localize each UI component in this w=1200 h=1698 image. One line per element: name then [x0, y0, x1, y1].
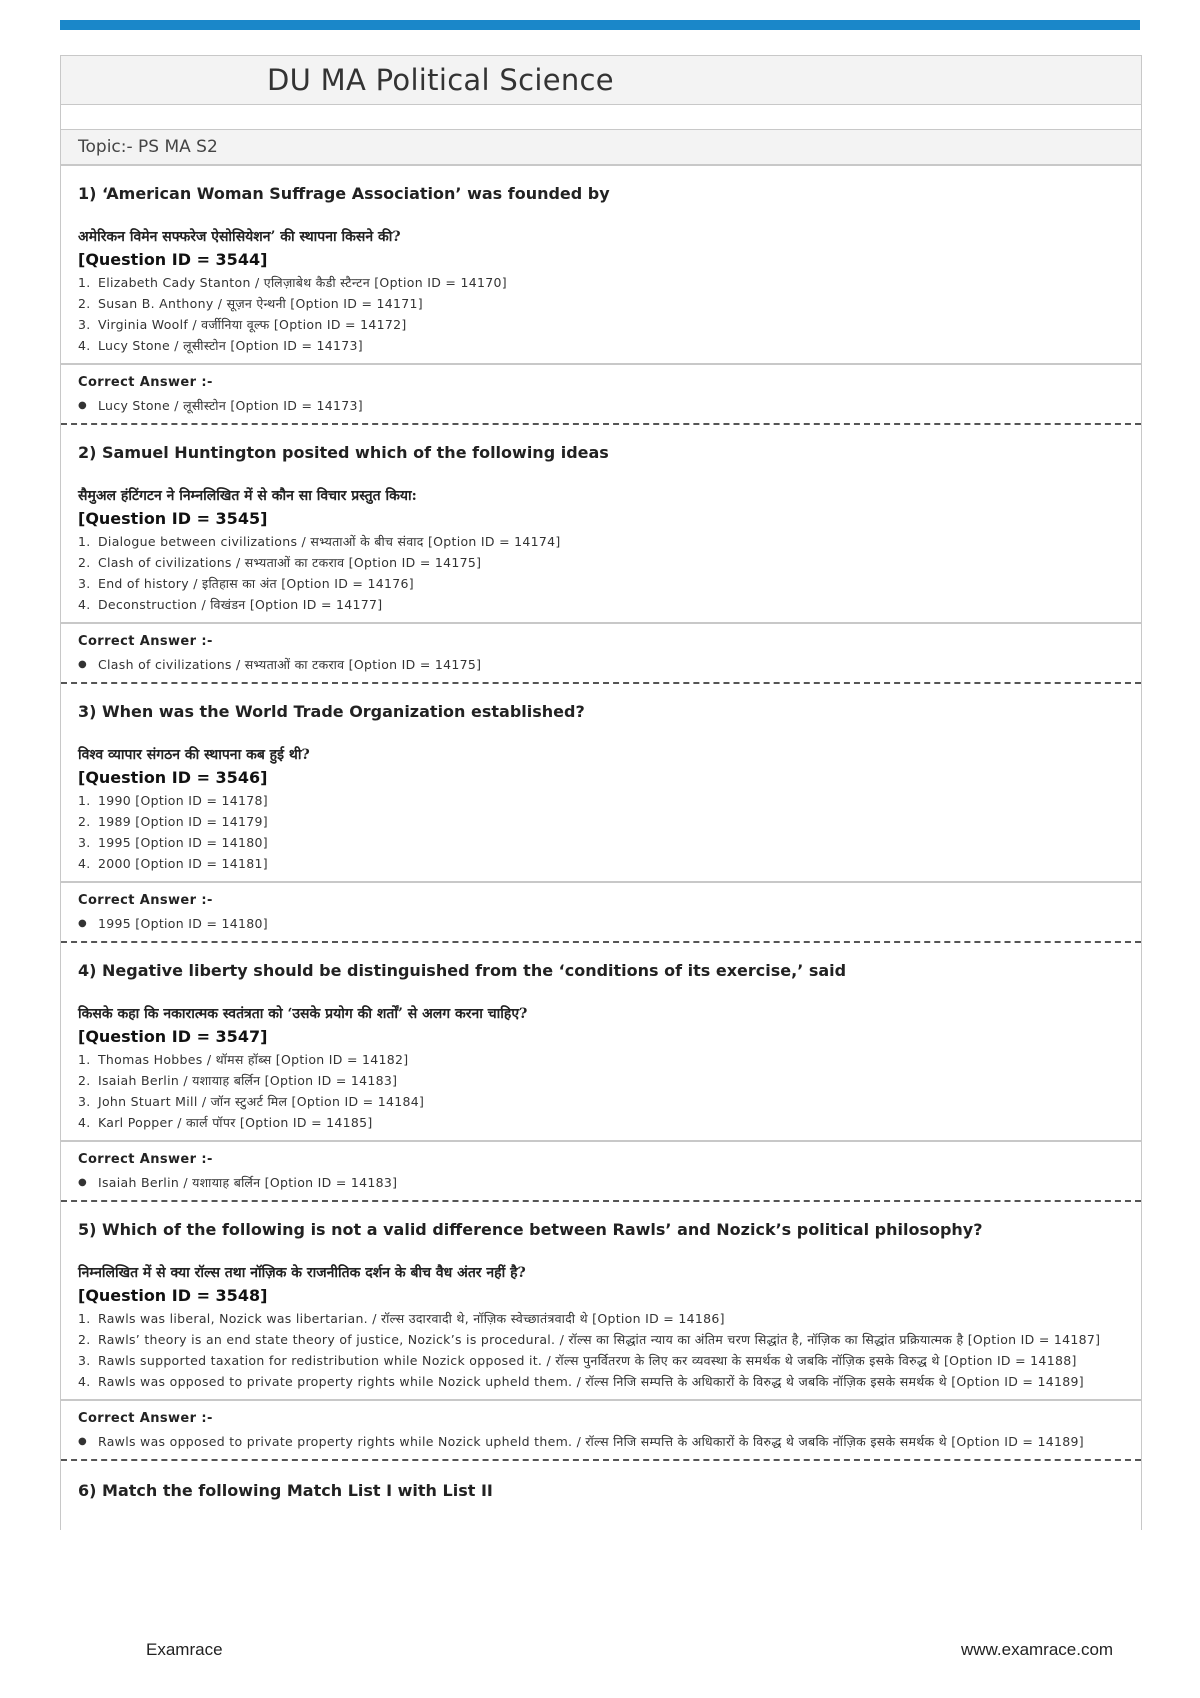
option-number: 1.: [78, 1311, 91, 1326]
question-heading: 5) Which of the following is not a valid difference between Rawls’ and Nozick’s political philosophy?: [78, 1220, 983, 1239]
answer-block: [61, 883, 1141, 943]
option-text: Isaiah Berlin / यशायाह बर्लिन [Option ID = 14183]: [98, 1073, 398, 1088]
option-item: [78, 532, 1124, 551]
option-text: Rawls was liberal, Nozick was libertarian. / रॉल्स उदारवादी थे, नॉज़िक स्वेच्छातंत्रवादी थे [Option ID = 14186]: [98, 1311, 725, 1326]
title-box: [61, 55, 1141, 105]
option-text: 1989 [Option ID = 14179]: [98, 814, 268, 829]
question-id: [Question ID = 3546]: [78, 768, 268, 787]
question-block: [61, 1202, 1141, 1401]
option-text: Clash of civilizations / सभ्यताओं का टकराव [Option ID = 14175]: [98, 555, 482, 570]
correct-answer-label: Correct Answer :-: [78, 375, 213, 390]
option-number: 1.: [78, 1052, 91, 1067]
topic-label: Topic:- PS MA S2: [61, 130, 1141, 166]
option-number: 4.: [78, 597, 91, 612]
option-item: [78, 273, 1124, 292]
option-text: Virginia Woolf / वर्जीनिया वूल्फ [Option ID = 14172]: [98, 317, 407, 332]
question-hindi-text: निम्नलिखित में से क्या रॉल्स तथा नॉज़िक के राजनीतिक दर्शन के बीच वैध अंतर नहीं है?: [78, 1265, 526, 1281]
option-number: 4.: [78, 1374, 91, 1389]
question-hindi-text: विश्व व्यापार संगठन की स्थापना कब हुई थी?: [78, 747, 310, 763]
question-block: [61, 166, 1141, 365]
option-item: [78, 294, 1124, 313]
option-number: 4.: [78, 1115, 91, 1130]
bullet-icon: ●: [78, 400, 88, 411]
option-text: 2000 [Option ID = 14181]: [98, 856, 268, 871]
option-item: [78, 791, 1124, 810]
correct-answer: [78, 1432, 1124, 1451]
options-list: [78, 273, 1124, 355]
option-item: [78, 553, 1124, 572]
option-number: 1.: [78, 793, 91, 808]
question-heading: 6) Match the following Match List I with List II: [78, 1481, 493, 1500]
option-text: Elizabeth Cady Stanton / एलिज़ाबेथ कैडी स्टैन्टन [Option ID = 14170]: [98, 275, 507, 290]
question-list: [61, 166, 1141, 1461]
question-block: [61, 684, 1141, 883]
correct-answer: [78, 655, 1124, 674]
option-item: [78, 1372, 1124, 1391]
options-list: [78, 791, 1124, 873]
question-block: [61, 943, 1141, 1142]
option-number: 2.: [78, 296, 91, 311]
correct-answer-text: Lucy Stone / लूसीस्टोन [Option ID = 14173]: [98, 398, 363, 413]
question-heading: 1) ‘American Woman Suffrage Association’ was founded by: [78, 184, 610, 203]
correct-answer: [78, 914, 1124, 933]
option-number: 2.: [78, 1332, 91, 1347]
question-hindi-text: अमेरिकन विमेन सफ्फरेज ऐसोसियेशन’ की स्थापना किसने की?: [78, 229, 401, 245]
option-text: 1995 [Option ID = 14180]: [98, 835, 268, 850]
option-number: 3.: [78, 835, 91, 850]
option-number: 2.: [78, 555, 91, 570]
option-text: Karl Popper / कार्ल पॉपर [Option ID = 14185]: [98, 1115, 373, 1130]
option-number: 2.: [78, 814, 91, 829]
question-id: [Question ID = 3544]: [78, 250, 268, 269]
option-number: 1.: [78, 275, 91, 290]
bullet-icon: ●: [78, 918, 88, 929]
option-number: 3.: [78, 1353, 91, 1368]
question-id: [Question ID = 3548]: [78, 1286, 268, 1305]
option-number: 3.: [78, 1094, 91, 1109]
answer-block: [61, 624, 1141, 684]
option-item: [78, 854, 1124, 873]
question-id: [Question ID = 3547]: [78, 1027, 268, 1046]
option-number: 1.: [78, 534, 91, 549]
question-heading: 3) When was the World Trade Organization established?: [78, 702, 585, 721]
answer-block: [61, 1401, 1141, 1461]
option-item: [78, 1092, 1124, 1111]
option-item: [78, 574, 1124, 593]
option-text: Rawls was opposed to private property rights while Nozick upheld them. / रॉल्स निजि सम्पत्ति के अधिकारों के विरुद्ध थे जबकि नॉज़िक इसके समर्थक थे [Option ID = 14189]: [98, 1374, 1084, 1389]
option-item: [78, 812, 1124, 831]
bullet-icon: ●: [78, 1177, 88, 1188]
question-heading: 2) Samuel Huntington posited which of the following ideas: [78, 443, 609, 462]
option-text: Lucy Stone / लूसीस्टोन [Option ID = 14173]: [98, 338, 363, 353]
option-item: [78, 1071, 1124, 1090]
option-item: [78, 1309, 1124, 1328]
option-number: 4.: [78, 856, 91, 871]
option-item: [78, 1351, 1124, 1370]
options-list: [78, 532, 1124, 614]
option-text: Rawls’ theory is an end state theory of justice, Nozick’s is procedural. / रॉल्स का सिद्धांत न्याय का अंतिम चरण सिद्धांत है, नॉज़िक का सिद्धांत प्रक्रियात्मक है [Option ID = 14187]: [98, 1332, 1101, 1347]
option-text: Thomas Hobbes / थॉमस हॉब्स [Option ID = 14182]: [98, 1052, 409, 1067]
document-frame: [60, 55, 1142, 1530]
option-number: 4.: [78, 338, 91, 353]
option-text: Dialogue between civilizations / सभ्यताओं के बीच संवाद [Option ID = 14174]: [98, 534, 561, 549]
option-item: [78, 315, 1124, 334]
option-number: 2.: [78, 1073, 91, 1088]
option-text: Susan B. Anthony / सूज़न ऐन्थनी [Option ID = 14171]: [98, 296, 423, 311]
option-item: [78, 1113, 1124, 1132]
correct-answer-text: Isaiah Berlin / यशायाह बर्लिन [Option ID = 14183]: [98, 1175, 398, 1190]
page-title: DU MA Political Science: [267, 63, 614, 97]
correct-answer-label: Correct Answer :-: [78, 1411, 213, 1426]
option-item: [78, 595, 1124, 614]
footer-brand: Examrace: [146, 1640, 223, 1659]
options-list: [78, 1309, 1124, 1391]
footer-url[interactable]: www.examrace.com: [961, 1640, 1114, 1659]
option-item: [78, 1050, 1124, 1069]
options-list: [78, 1050, 1124, 1132]
blank-row: [61, 105, 1141, 130]
correct-answer: [78, 1173, 1124, 1192]
correct-answer-text: Clash of civilizations / सभ्यताओं का टकराव [Option ID = 14175]: [98, 657, 482, 672]
option-item: [78, 833, 1124, 852]
option-item: [78, 1330, 1124, 1349]
correct-answer-label: Correct Answer :-: [78, 1152, 213, 1167]
question-id: [Question ID = 3545]: [78, 509, 268, 528]
option-number: 3.: [78, 576, 91, 591]
option-text: 1990 [Option ID = 14178]: [98, 793, 268, 808]
answer-block: [61, 365, 1141, 425]
bullet-icon: ●: [78, 1436, 88, 1447]
answer-block: [61, 1142, 1141, 1202]
option-number: 3.: [78, 317, 91, 332]
option-text: Rawls supported taxation for redistribution while Nozick opposed it. / रॉल्स पुनर्वितरण के लिए कर व्यवस्था के समर्थक थे जबकि नॉज़िक इसके विरुद्ध थे [Option ID = 14188]: [98, 1353, 1077, 1368]
option-text: John Stuart Mill / जॉन स्टुअर्ट मिल [Option ID = 14184]: [98, 1094, 425, 1109]
question-hindi-text: किसके कहा कि नकारात्मक स्वतंत्रता को ‘उसके प्रयोग की शर्तों’ से अलग करना चाहिए?: [78, 1006, 528, 1022]
option-item: [78, 336, 1124, 355]
option-text: End of history / इतिहास का अंत [Option ID = 14176]: [98, 576, 414, 591]
question-block: [61, 425, 1141, 624]
correct-answer-label: Correct Answer :-: [78, 634, 213, 649]
option-text: Deconstruction / विखंडन [Option ID = 14177]: [98, 597, 383, 612]
correct-answer-text: 1995 [Option ID = 14180]: [98, 916, 268, 931]
question-heading: 4) Negative liberty should be distinguished from the ‘conditions of its exercise,’ said: [78, 961, 847, 980]
bullet-icon: ●: [78, 659, 88, 670]
correct-answer-label: Correct Answer :-: [78, 893, 213, 908]
question-hindi-text: सैमुअल हंटिंगटन ने निम्नलिखित में से कौन सा विचार प्रस्तुत किया:: [78, 488, 417, 504]
correct-answer-text: Rawls was opposed to private property rights while Nozick upheld them. / रॉल्स निजि सम्पत्ति के अधिकारों के विरुद्ध थे जबकि नॉज़िक इसके समर्थक थे [Option ID = 14189]: [98, 1434, 1084, 1449]
question-6: [61, 1461, 1141, 1530]
correct-answer: [78, 396, 1124, 415]
top-accent-bar: [60, 20, 1140, 30]
